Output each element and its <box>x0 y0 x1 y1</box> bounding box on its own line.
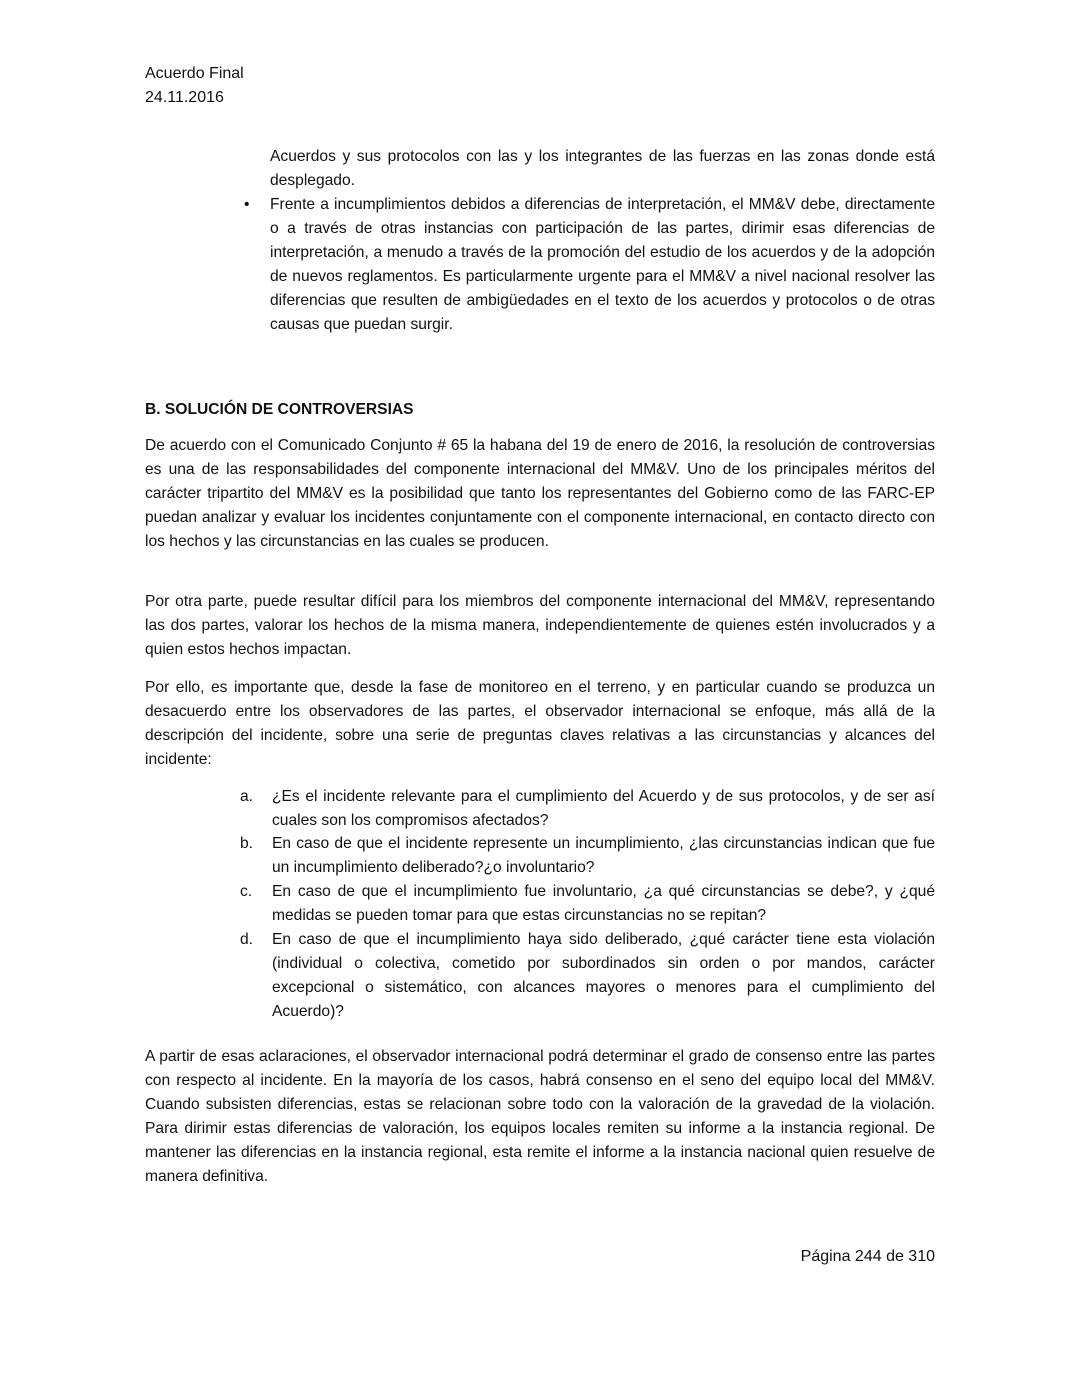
bullet-icon: • <box>244 196 250 213</box>
list-item: En caso de que el incidente represente un incumplimiento, ¿las circunstancias indican que fue un incumplimiento deliberado?¿o involuntario? <box>272 835 935 876</box>
bullet-item: Frente a incumplimientos debidos a diferencias de interpretación, el MM&V debe, directamente o a través de otras instancias con participación de las partes, dirimir esas diferencias de interpretación, a menudo a través de la promoción del estudio de los acuerdos y de la adopción de nuevos reglamentos. Es particularmente urgente para el MM&V a nivel nacional resolver las diferencias que resulten de ambigüedades en el texto de los acuerdos y protocolos o de otras causas que puedan surgir. <box>270 196 935 333</box>
page-number: Página 244 de 310 <box>800 1248 935 1265</box>
section-heading: B. SOLUCIÓN DE CONTROVERSIAS <box>145 401 414 418</box>
list-label: c. <box>240 883 253 900</box>
bullet-continuation: Acuerdos y sus protocolos con las y los integrantes de las fuerzas en las zonas donde está desplegado. <box>270 148 935 189</box>
paragraph: A partir de esas aclaraciones, el observador internacional podrá determinar el grado de consenso entre las partes con respecto al incidente. En la mayoría de los casos, habrá consenso en el seno del equipo local del MM&V. Cuando subsisten diferencias, estas se relacionan sobre todo con la valoración de la gravedad de la violación. Para dirimir estas diferencias de valoración, los equipos locales remiten su informe a la instancia regional. De mantener las diferencias en la instancia regional, esta remite el informe a la instancia nacional quien resuelve de manera definitiva. <box>145 1048 935 1185</box>
paragraph: Por otra parte, puede resultar difícil para los miembros del componente internacional del MM&V, representando las dos partes, valorar los hechos de la misma manera, independientemente de quienes estén involucrados y a quien estos hechos impactan. <box>145 593 935 658</box>
document-date: 24.11.2016 <box>145 89 224 106</box>
list-label: a. <box>240 788 254 805</box>
list-label: b. <box>240 835 254 852</box>
list-item: En caso de que el incumplimiento fue involuntario, ¿a qué circunstancias se debe?, y ¿qué medidas se pueden tomar para que estas circunstancias no se repitan? <box>272 883 935 924</box>
paragraph: De acuerdo con el Comunicado Conjunto # 65 la habana del 19 de enero de 2016, la resolución de controversias es una de las responsabilidades del componente internacional del MM&V. Uno de los principales méritos del carácter tripartito del MM&V es la posibilidad que tanto los representantes del Gobierno como de las FARC-EP puedan analizar y evaluar los incidentes conjuntamente con el componente internacional, en contacto directo con los hechos y las circunstancias en las cuales se producen. <box>145 437 935 550</box>
document-title: Acuerdo Final <box>145 65 244 82</box>
page-header <box>145 62 244 110</box>
list-label: d. <box>240 931 254 948</box>
paragraph: Por ello, es importante que, desde la fase de monitoreo en el terreno, y en particular cuando se produzca un desacuerdo entre los observadores de las partes, el observador internacional se enfoque, más allá de la descripción del incidente, sobre una serie de preguntas claves relativas a las circunstancias y alcances del incidente: <box>145 679 935 768</box>
list-item: En caso de que el incumplimiento haya sido deliberado, ¿qué carácter tiene esta violación (individual o colectiva, cometido por subordinados sin orden o por mandos, carácter excepcional o sistemático, con alcances mayores o menores para el cumplimiento del Acuerdo)? <box>272 931 935 1020</box>
list-item: ¿Es el incidente relevante para el cumplimiento del Acuerdo y de sus protocolos, y de ser así cuales son los compromisos afectados? <box>272 788 935 829</box>
